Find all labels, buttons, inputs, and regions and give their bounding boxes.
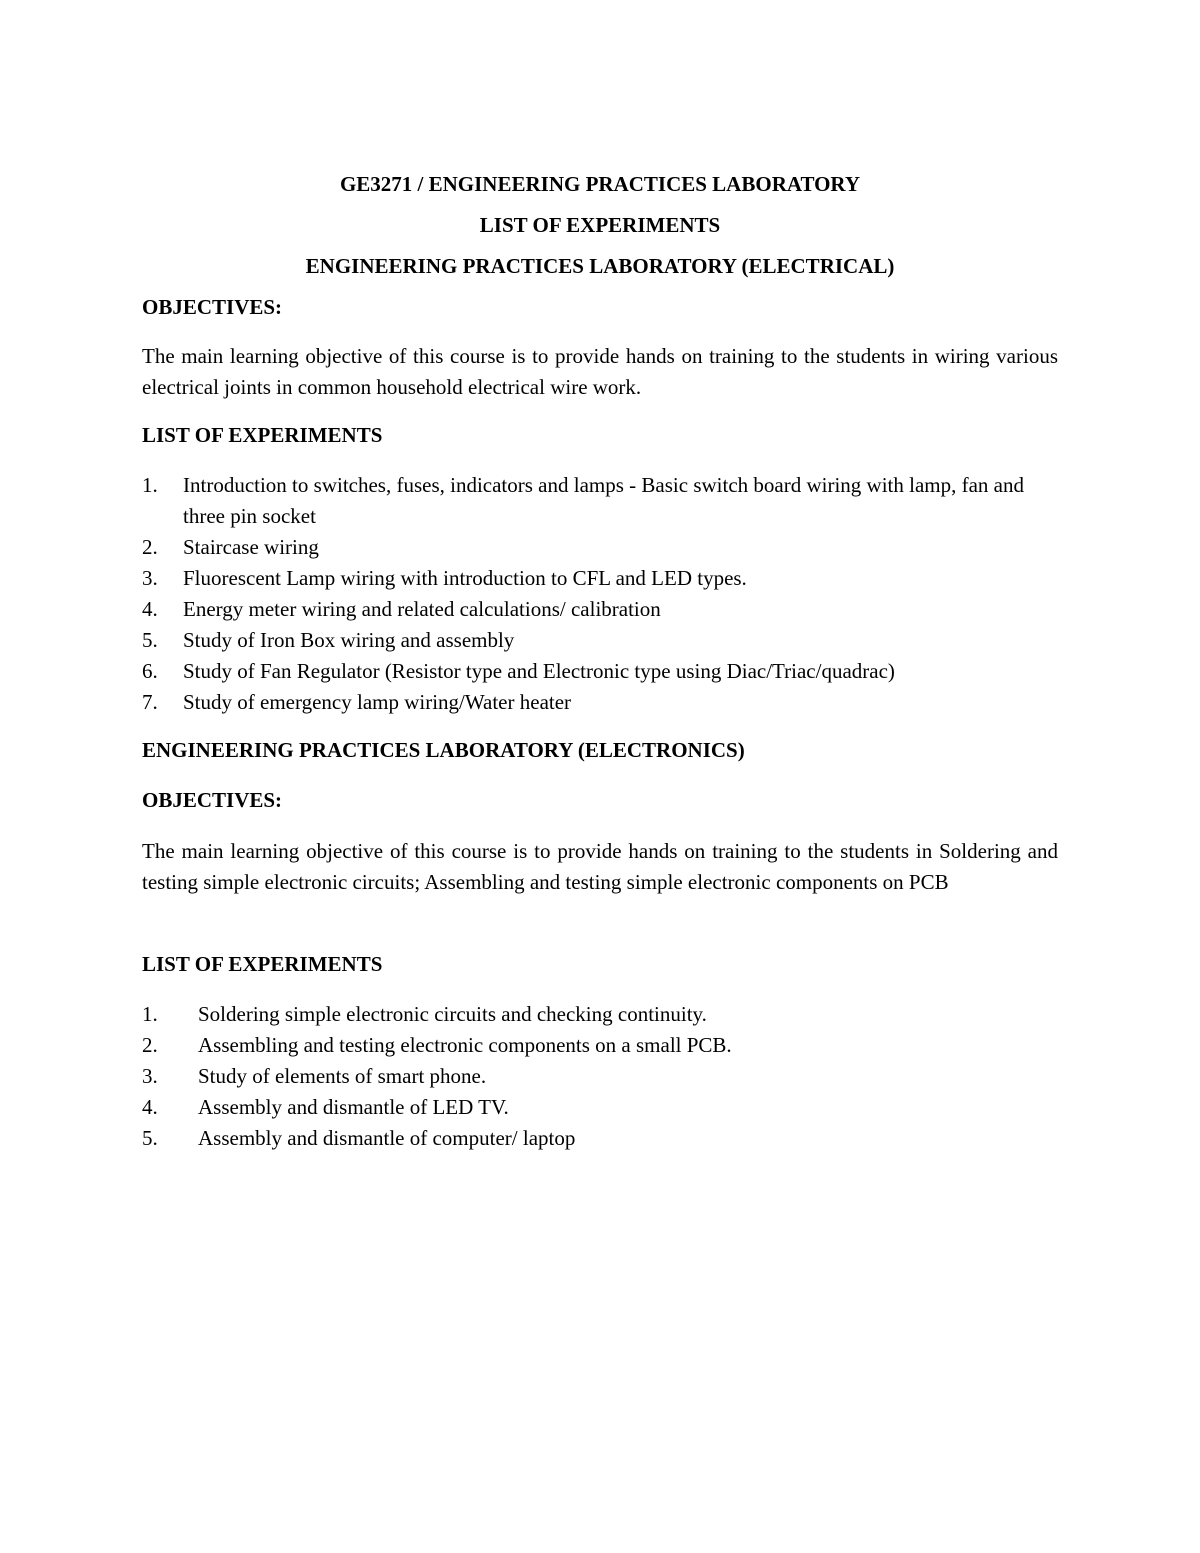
electrical-objectives-heading: OBJECTIVES: bbox=[142, 295, 283, 319]
list-item: 6. Study of Fan Regulator (Resistor type and Electronic type using Diac/Triac/quadrac) bbox=[142, 659, 895, 683]
electronics-section-title: ENGINEERING PRACTICES LABORATORY (ELECTRONICS) bbox=[142, 738, 745, 762]
list-item: 7. Study of emergency lamp wiring/Water heater bbox=[142, 690, 572, 714]
list-item: 5. Assembly and dismantle of computer/ laptop bbox=[142, 1126, 576, 1150]
electronics-experiment-list bbox=[142, 999, 1058, 1154]
list-item: 3. Fluorescent Lamp wiring with introduction to CFL and LED types. bbox=[142, 566, 747, 590]
electronics-objectives-heading: OBJECTIVES: bbox=[142, 788, 283, 812]
electronics-objective-text: The main learning objective of this course is to provide hands on training to the students in Soldering and testing simple electronic circuits; Assembling and testing simple electronic components on PCB bbox=[142, 839, 1058, 894]
list-title: LIST OF EXPERIMENTS bbox=[479, 213, 721, 237]
list-item: 1. Introduction to switches, fuses, indicators and lamps - Basic switch board wiring with lamp, fan and three pin socket bbox=[142, 473, 1024, 528]
electronics-list-heading: LIST OF EXPERIMENTS bbox=[142, 952, 383, 976]
electrical-objective-text: The main learning objective of this course is to provide hands on training to the students in wiring various electrical joints in common household electrical wire work. bbox=[142, 344, 1058, 399]
list-item: 5. Study of Iron Box wiring and assembly bbox=[142, 628, 515, 652]
course-title: GE3271 / ENGINEERING PRACTICES LABORATORY bbox=[339, 172, 861, 196]
list-item: 4. Energy meter wiring and related calculations/ calibration bbox=[142, 597, 661, 621]
electrical-list-heading: LIST OF EXPERIMENTS bbox=[142, 423, 383, 447]
list-item: 3. Study of elements of smart phone. bbox=[142, 1064, 487, 1088]
list-item: 2. Assembling and testing electronic components on a small PCB. bbox=[142, 1033, 732, 1057]
list-item: 1. Soldering simple electronic circuits and checking continuity. bbox=[142, 1002, 707, 1026]
electrical-experiment-list bbox=[142, 470, 1058, 718]
electrical-section-title: ENGINEERING PRACTICES LABORATORY (ELECTRICAL) bbox=[305, 254, 895, 278]
list-item: 2. Staircase wiring bbox=[142, 535, 319, 559]
list-item: 4. Assembly and dismantle of LED TV. bbox=[142, 1095, 509, 1119]
